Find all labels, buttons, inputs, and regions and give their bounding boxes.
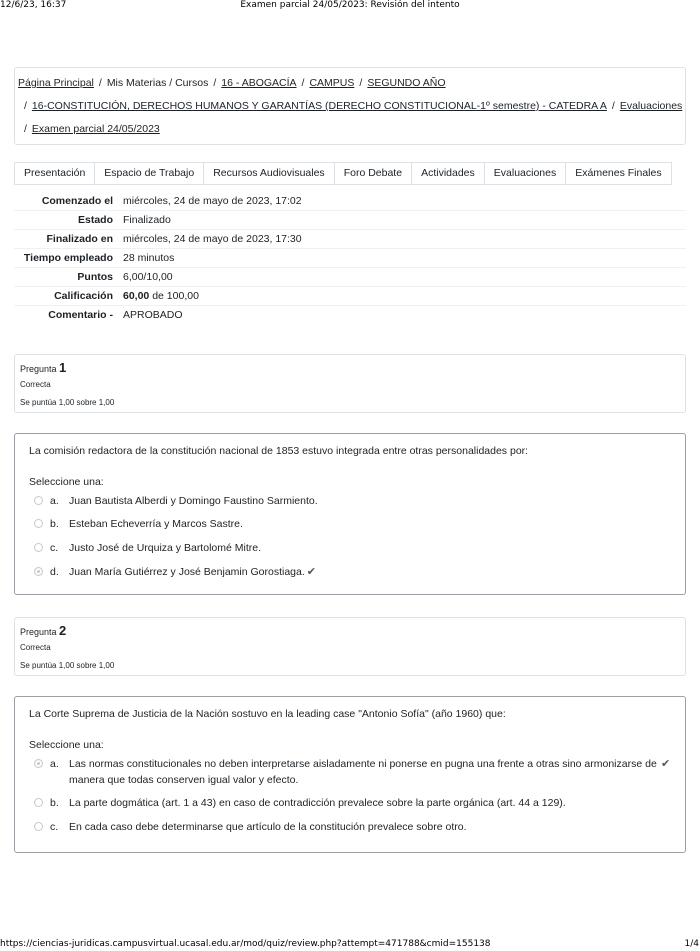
page-number: 1/4 <box>684 939 699 949</box>
correct-check-icon: ✔ <box>306 566 316 578</box>
breadcrumb-abogacia-link[interactable]: 16 - ABOGACÍA <box>221 77 297 89</box>
tab-foro-debate[interactable]: Foro Debate <box>335 163 412 184</box>
question-state: Correcta <box>20 380 51 389</box>
print-title: Examen parcial 24/05/2023: Revisión del intento <box>240 0 460 10</box>
question-state: Correcta <box>20 643 51 652</box>
question-1-content: La comisión redactora de la constitución nacional de 1853 estuvo integrada entre otras personalidades por: Seleccione una: a. Juan Bautista Alberdi y Domingo Faustino Sarmiento. b. Esteban Echeverría y Marcos Sastre. c. Justo José de Urquiza y Bartolomé Mitre. d. Juan María Gutiérrez y José Benjamin Gorostiaga. ✔ <box>14 433 686 595</box>
breadcrumb-campus-link[interactable]: CAMPUS <box>309 77 355 89</box>
question-2-content: La Corte Suprema de Justicia de la Nación sostuvo en la leading case "Antonio Sofía" (año 1960) que: Seleccione una: a. Las normas constitucionales no deben interpretarse aisladamente ni ponerse en pugna una frente a otras sino armonizarse de manera que todas conserven igual valor y efecto. ✔ b. La parte dogmática (art. 1 a 43) en caso de contradicción prevalece sobre la parte orgánica (art. 44 a 129). c. En cada caso debe determinarse que artículo de la constitución prevalece sobre otro. <box>14 696 686 853</box>
select-one-label: Seleccione una: <box>29 476 104 488</box>
summary-row <box>14 268 686 287</box>
radio-button[interactable] <box>34 519 43 528</box>
summary-label: Calificación <box>14 287 123 306</box>
tab-evaluaciones[interactable]: Evaluaciones <box>485 163 566 184</box>
question-text: La comisión redactora de la constitución nacional de 1853 estuvo integrada entre otras personalidades por: <box>29 445 529 457</box>
summary-value: Finalizado <box>123 211 686 230</box>
breadcrumb-line-3: / Examen parcial 24/05/2023 <box>24 123 160 135</box>
summary-value: 28 minutos <box>123 249 686 268</box>
breadcrumb-exam-link[interactable]: Examen parcial 24/05/2023 <box>31 123 160 135</box>
summary-value: miércoles, 24 de mayo de 2023, 17:30 <box>123 230 686 249</box>
select-one-label: Seleccione una: <box>29 739 104 751</box>
grade-max: de 100,00 <box>152 290 199 302</box>
summary-row <box>14 287 686 306</box>
radio-button[interactable] <box>34 822 43 831</box>
breadcrumb-my-courses: Mis Materias / Cursos <box>106 77 209 89</box>
breadcrumb-course-link[interactable]: 16-CONSTITUCIÓN, DERECHOS HUMANOS Y GARANTÍAS (DERECHO CONSTITUCIONAL-1º semestre) - CATEDRA A <box>31 100 607 112</box>
summary-value <box>123 287 686 306</box>
summary-label: Tiempo empleado <box>14 249 123 268</box>
radio-button[interactable] <box>34 496 43 505</box>
breadcrumb-home-link[interactable]: Página Principal <box>18 77 94 89</box>
summary-value: miércoles, 24 de mayo de 2023, 17:02 <box>123 192 686 211</box>
breadcrumb-line-2: / 16-CONSTITUCIÓN, DERECHOS HUMANOS Y GARANTÍAS (DERECHO CONSTITUCIONAL-1º semestre) - CATEDRA A / Evaluaciones <box>24 100 683 112</box>
tab-actividades[interactable]: Actividades <box>412 163 485 184</box>
grade-value: 60,00 <box>123 290 150 302</box>
summary-label: Puntos <box>14 268 123 287</box>
summary-value: 6,00/10,00 <box>123 268 686 287</box>
question-text: La Corte Suprema de Justicia de la Nación sostuvo en la leading case "Antonio Sofía" (año 1960) que: <box>29 708 506 720</box>
answer-option-selected[interactable]: a. Las normas constitucionales no deben interpretarse aisladamente ni ponerse en pugna una frente a otras sino armonizarse de manera que todas conserven igual valor y efecto. ✔ <box>34 756 674 788</box>
print-datetime: 12/6/23, 16:37 <box>0 0 67 10</box>
question-grade: Se puntúa 1,00 sobre 1,00 <box>20 398 115 407</box>
summary-row <box>14 306 686 325</box>
radio-button[interactable] <box>34 798 43 807</box>
print-header <box>0 0 700 12</box>
question-number: Pregunta 2 <box>20 623 67 638</box>
tab-examenes-finales[interactable]: Exámenes Finales <box>575 167 662 179</box>
breadcrumb-line-1: Página Principal / Mis Materias / Cursos / 16 - ABOGACÍA / CAMPUS / SEGUNDO AÑO <box>18 77 446 89</box>
breadcrumb-evaluaciones-link[interactable]: Evaluaciones <box>619 100 683 112</box>
breadcrumb <box>14 67 686 145</box>
page-url: https://ciencias-juridicas.campusvirtual.ucasal.edu.ar/mod/quiz/review.php?attempt=471788&cmid=155138 <box>0 939 491 949</box>
print-footer <box>0 939 700 951</box>
question-2-info <box>14 617 686 676</box>
summary-value: APROBADO <box>123 309 183 321</box>
summary-row <box>14 192 686 211</box>
tab-recursos-audiovisuales[interactable]: Recursos Audiovisuales <box>204 163 334 184</box>
attempt-summary-table <box>14 192 686 324</box>
question-number: Pregunta 1 <box>20 360 67 375</box>
summary-row <box>14 230 686 249</box>
tab-presentacion[interactable]: Presentación <box>15 163 95 184</box>
tab-espacio-de-trabajo[interactable]: Espacio de Trabajo <box>95 163 204 184</box>
question-grade: Se puntúa 1,00 sobre 1,00 <box>20 661 115 670</box>
course-tabs <box>14 162 672 185</box>
breadcrumb-segundo-ano-link[interactable]: SEGUNDO AÑO <box>367 77 446 89</box>
summary-row <box>14 249 686 268</box>
summary-row <box>14 211 686 230</box>
summary-label: Comenzado el <box>14 192 123 211</box>
summary-label: Estado <box>14 211 123 230</box>
question-1-info <box>14 354 686 413</box>
radio-button[interactable] <box>34 543 43 552</box>
radio-button-checked[interactable] <box>34 759 43 768</box>
summary-label: Finalizado en <box>14 230 123 249</box>
summary-label: Comentario - <box>48 309 113 321</box>
radio-button-checked[interactable] <box>34 567 43 576</box>
correct-check-icon: ✔ <box>661 758 671 770</box>
